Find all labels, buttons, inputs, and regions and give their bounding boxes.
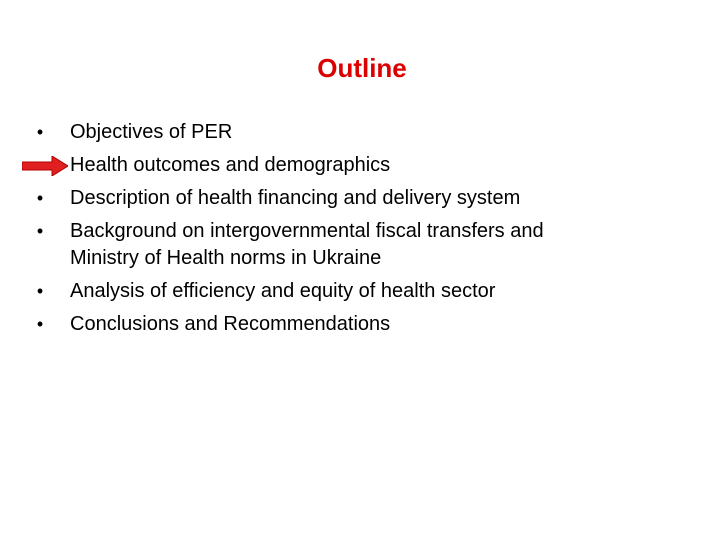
bullet-dot: • (36, 122, 44, 142)
bullet-item-health-outcomes (30, 150, 680, 180)
slide-title-text: Outline (317, 53, 407, 83)
bullet-text: Health outcomes and demographics (70, 154, 391, 176)
bullet-text: Analysis of efficiency and equity of health sector (70, 280, 496, 302)
bullet-item-objectives (30, 117, 680, 147)
bullet-text-continuation: Ministry of Health norms in Ukraine (70, 247, 382, 269)
bullet-text: Description of health financing and delivery system (70, 187, 521, 209)
slide-title (0, 50, 720, 86)
bullet-dot: • (36, 188, 44, 208)
bullet-item-background (30, 216, 680, 273)
bullet-list (30, 117, 680, 342)
bullet-text: Conclusions and Recommendations (70, 313, 391, 335)
bullet-dot: • (36, 221, 44, 241)
bullet-item-analysis (30, 276, 680, 306)
bullet-text: Objectives of PER (70, 121, 233, 143)
bullet-item-conclusions (30, 309, 680, 339)
bullet-item-description (30, 183, 680, 213)
bullet-dot: • (36, 314, 44, 334)
arrow-icon (22, 156, 68, 176)
bullet-dot: • (36, 281, 44, 301)
bullet-text: Background on intergovernmental fiscal transfers and (70, 220, 544, 242)
